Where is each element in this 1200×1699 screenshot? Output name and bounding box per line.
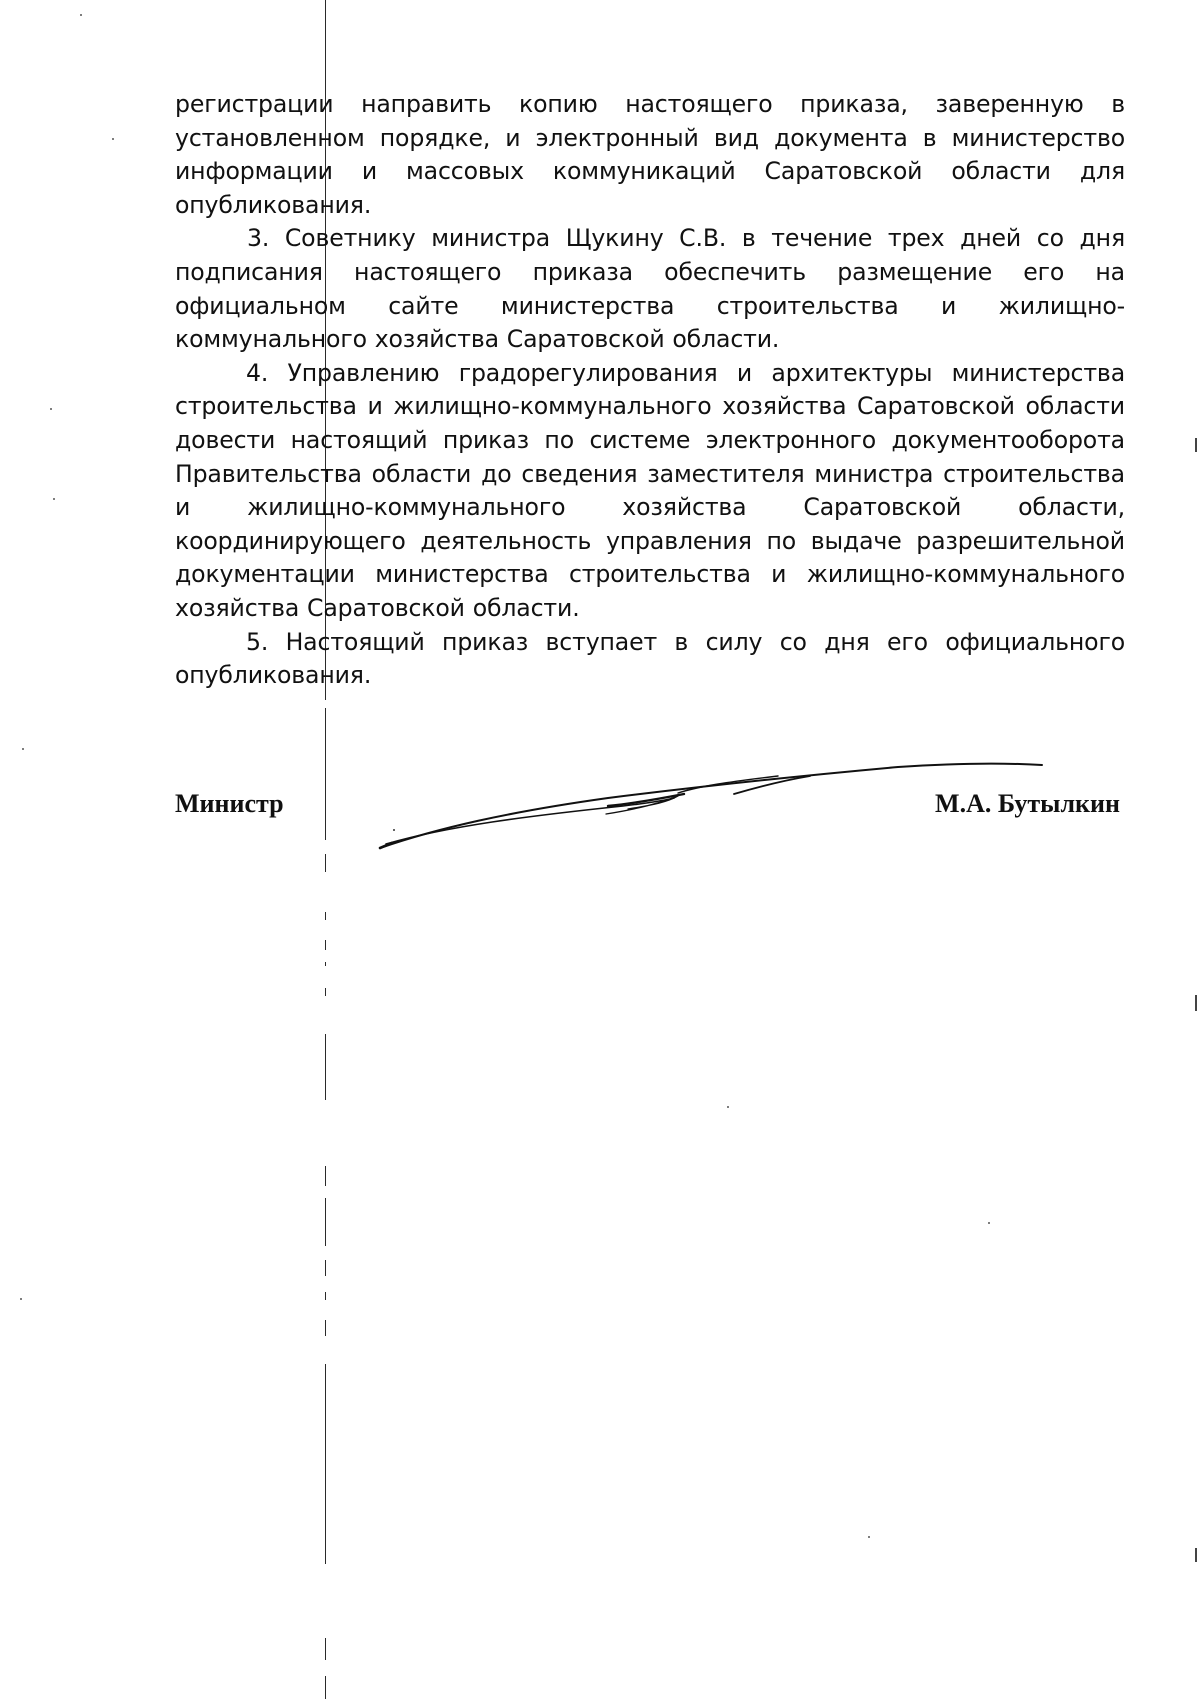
scan-line-gap bbox=[320, 1100, 332, 1166]
paragraph-item-4: 4. Управлению градорегулирования и архитектуры министерства строительства и жилищно-коммунального хозяйства Саратовской области довести настоящий приказ по системе электронного документооборота Правительства области до сведения заместителя министра строительства и жилищно-коммунального хозяйства Саратовской области, координирующего деятельность управления по выдаче разрешительной документации министерства строительства и жилищно-коммунального хозяйства Саратовской области. bbox=[175, 358, 1125, 622]
handwritten-signature bbox=[378, 752, 1048, 857]
scan-line-gap bbox=[320, 700, 332, 708]
scan-line-gap bbox=[320, 1660, 332, 1676]
scan-edge-mark bbox=[1195, 995, 1197, 1011]
scan-line-gap bbox=[320, 996, 332, 1034]
scan-speck bbox=[80, 14, 82, 16]
signatory-title: Министр bbox=[175, 789, 284, 818]
scan-line-gap bbox=[320, 840, 332, 854]
scan-speck bbox=[868, 1536, 870, 1538]
scan-line-gap bbox=[320, 966, 332, 988]
scan-speck bbox=[112, 138, 114, 140]
scan-line-gap bbox=[320, 872, 332, 912]
signatory-name: М.А. Бутылкин bbox=[935, 789, 1120, 818]
scan-line-gap bbox=[320, 1276, 332, 1292]
scan-speck bbox=[50, 408, 52, 410]
order-body-text bbox=[175, 88, 1125, 693]
scan-line-gap bbox=[320, 1336, 332, 1364]
scan-speck bbox=[22, 748, 24, 750]
scan-line-gap bbox=[320, 950, 332, 962]
scan-line-gap bbox=[320, 1564, 332, 1638]
paragraph-publication-copy: регистрации направить копию настоящего приказа, заверенную в установленном порядке, и электронный вид документа в министерство информации и массовых коммуникаций Саратовской области для опубликования. bbox=[175, 90, 1125, 219]
scan-line-gap bbox=[320, 1186, 332, 1198]
paragraph-item-5: 5. Настоящий приказ вступает в силу со дня его официального опубликования. bbox=[175, 627, 1125, 690]
scan-line-gap bbox=[320, 1300, 332, 1320]
scan-speck bbox=[727, 1106, 729, 1108]
scan-line-gap bbox=[320, 1246, 332, 1260]
scan-edge-mark bbox=[1195, 1548, 1197, 1562]
scan-speck bbox=[20, 1298, 22, 1300]
scan-speck bbox=[988, 1222, 990, 1224]
scan-edge-mark bbox=[1195, 438, 1197, 452]
paragraph-item-3: 3. Советнику министра Щукину С.В. в течение трех дней со дня подписания настоящего приказа обеспечить размещение его на официальном сайте министерства строительства и жилищно-коммунального хозяйства Саратовской области. bbox=[175, 224, 1125, 354]
scan-speck bbox=[53, 498, 55, 500]
scan-line-gap bbox=[320, 920, 332, 940]
